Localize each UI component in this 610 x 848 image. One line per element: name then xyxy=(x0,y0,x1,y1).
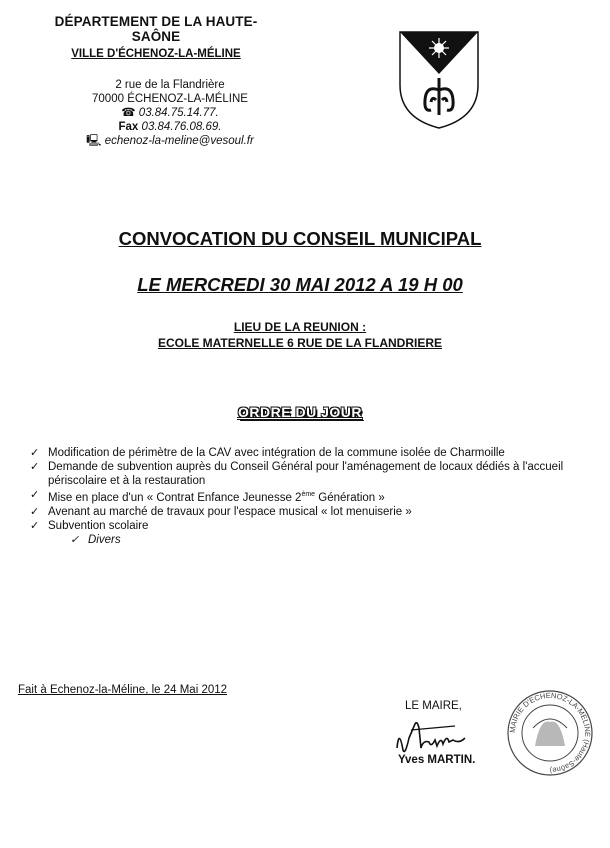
agenda-item-text: Modification de périmètre de la CAV avec intégration de la commune isolée de Charmoille xyxy=(48,447,505,459)
checkmark-icon: ✓ xyxy=(30,489,40,501)
agenda-list xyxy=(30,446,570,547)
agenda-heading: ORDRE DU JOUR xyxy=(238,404,362,420)
fait-a-line: Fait à Echenoz-la-Méline, le 24 Mai 2012 xyxy=(18,684,228,696)
email-address: echenoz-la-meline@vesoul.fr xyxy=(104,135,254,147)
phone-number: 03.84.75.14.77. xyxy=(138,107,219,119)
agenda-item-text: Mise en place d'un « Contrat Enfance Jeunesse 2ème Génération » xyxy=(48,491,385,504)
meeting-date: LE MERCREDI 30 MAI 2012 A 19 H 00 xyxy=(137,274,463,295)
signer-name: Yves MARTIN. xyxy=(398,754,476,766)
agenda-item-text: Demande de subvention auprès du Conseil Général pour l'aménagement de locaux dédiés à l'accueil périscolaire et à la restauration xyxy=(48,461,564,487)
checkmark-icon: ✓ xyxy=(30,505,40,518)
agenda-item-divers xyxy=(30,533,570,547)
agenda-item xyxy=(30,505,570,519)
lieu-place: ECOLE MATERNELLE 6 RUE DE LA FLANDRIERE xyxy=(157,336,442,350)
divers-text: Divers xyxy=(88,533,121,546)
ville-heading: VILLE D'ÉCHENOZ-LA-MÉLINE xyxy=(71,48,241,60)
phone-line xyxy=(60,106,280,121)
town-hall-stamp-icon xyxy=(505,688,595,778)
agenda-item xyxy=(30,460,570,488)
fax-number: 03.84.76.08.69. xyxy=(141,121,222,133)
agenda-item xyxy=(30,446,570,460)
lieu-label: LIEU DE LA REUNION : xyxy=(233,320,367,334)
telephone-icon: ☎ xyxy=(121,107,136,119)
agenda-item-text: Subvention scolaire xyxy=(48,519,149,532)
checkmark-icon: ✓ xyxy=(70,533,80,546)
stamp-text: MAIRIE D'ECHENOZ-LA-MELINE (Haute-Saône) xyxy=(507,690,593,776)
checkmark-icon: ✓ xyxy=(30,461,40,473)
address-line-1: 2 rue de la Flandrière xyxy=(115,79,225,91)
town-crest-icon xyxy=(398,30,480,130)
agenda-item-text: Avenant au marché de travaux pour l'espace musical « lot menuiserie » xyxy=(48,505,412,518)
computer-icon: 🖳 xyxy=(86,135,102,147)
fax-line xyxy=(60,120,280,135)
maire-title: LE MAIRE, xyxy=(405,700,462,712)
email-line xyxy=(60,134,280,149)
fax-label: Fax xyxy=(118,121,139,133)
page-title: CONVOCATION DU CONSEIL MUNICIPAL xyxy=(118,228,482,249)
checkmark-icon: ✓ xyxy=(30,519,40,532)
agenda-item xyxy=(30,519,570,533)
address-line-2: 70000 ÉCHENOZ-LA-MÉLINE xyxy=(92,93,248,105)
checkmark-icon: ✓ xyxy=(30,447,40,459)
agenda-item xyxy=(30,488,570,505)
department-heading: DÉPARTEMENT DE LA HAUTE-SAÔNE xyxy=(54,14,258,44)
